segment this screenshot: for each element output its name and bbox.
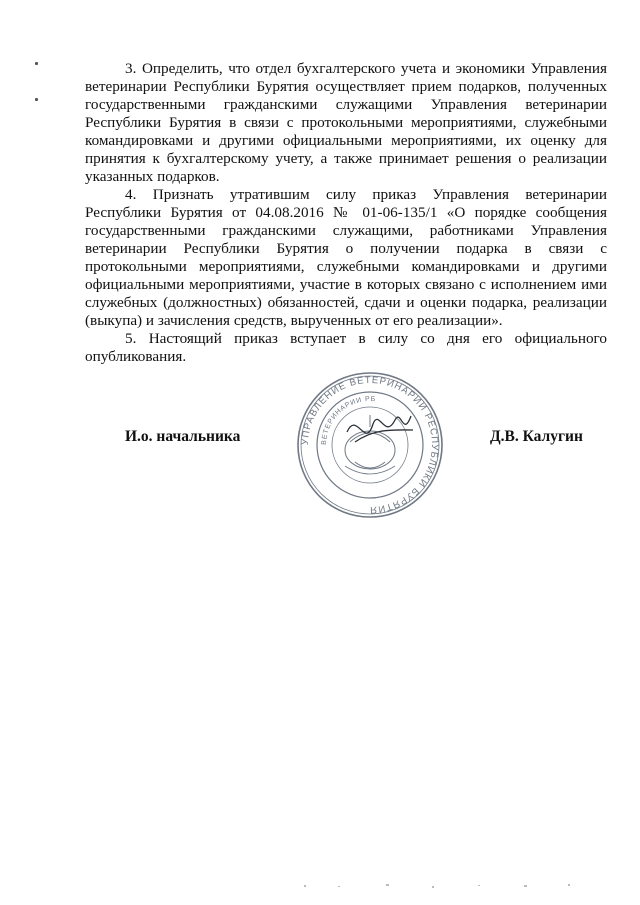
seal-outer-text: УПРАВЛЕНИЕ ВЕТЕРИНАРИИ РЕСПУБЛИКИ БУРЯТИЯ: [299, 374, 441, 516]
paragraph-4: 4. Признать утратившим силу приказ Управления ветеринарии Республики Бурятия от 04.08.2016 № 01-06-135/1 «О порядке сообщения государственными гражданскими служащими, работниками Управления ветеринарии Республики Бурятия о получении подарка в связи с протокольными мероприятиями, служебными командировками и другими официальными мероприятиями, участие в которых связано с исполнением ими служебных (должностных) обязанностей, сдачи и оценки подарка, реализации (выкупа) и зачисления средств, вырученных от его реализации».: [85, 186, 607, 329]
margin-mark: [35, 98, 38, 101]
margin-mark: [35, 62, 38, 65]
official-seal: [295, 370, 445, 520]
paragraph-3: 3. Определить, что отдел бухгалтерского учета и экономики Управления ветеринарии Республики Бурятия осуществляет прием подарков, полученных государственными гражданскими служащими Управления ветеринарии Республики Бурятия в связи с протокольными мероприятиями, служебными командировками и другими официальными мероприятиями, их оценку для принятия к бухгалтерскому учету, а также принимает решения о реализации указанных подарков.: [85, 60, 607, 185]
paragraph-5: 5. Настоящий приказ вступает в силу со дня его официального опубликования.: [85, 330, 607, 365]
seal-inner-text: ВЕТЕРИНАРИИ РБ: [320, 395, 377, 446]
signatory-name: Д.В. Калугин: [490, 428, 583, 445]
document-body: [85, 60, 607, 366]
scan-noise: [300, 880, 600, 892]
signature-scribble: [347, 416, 413, 442]
signatory-title: И.о. начальника: [125, 428, 241, 445]
